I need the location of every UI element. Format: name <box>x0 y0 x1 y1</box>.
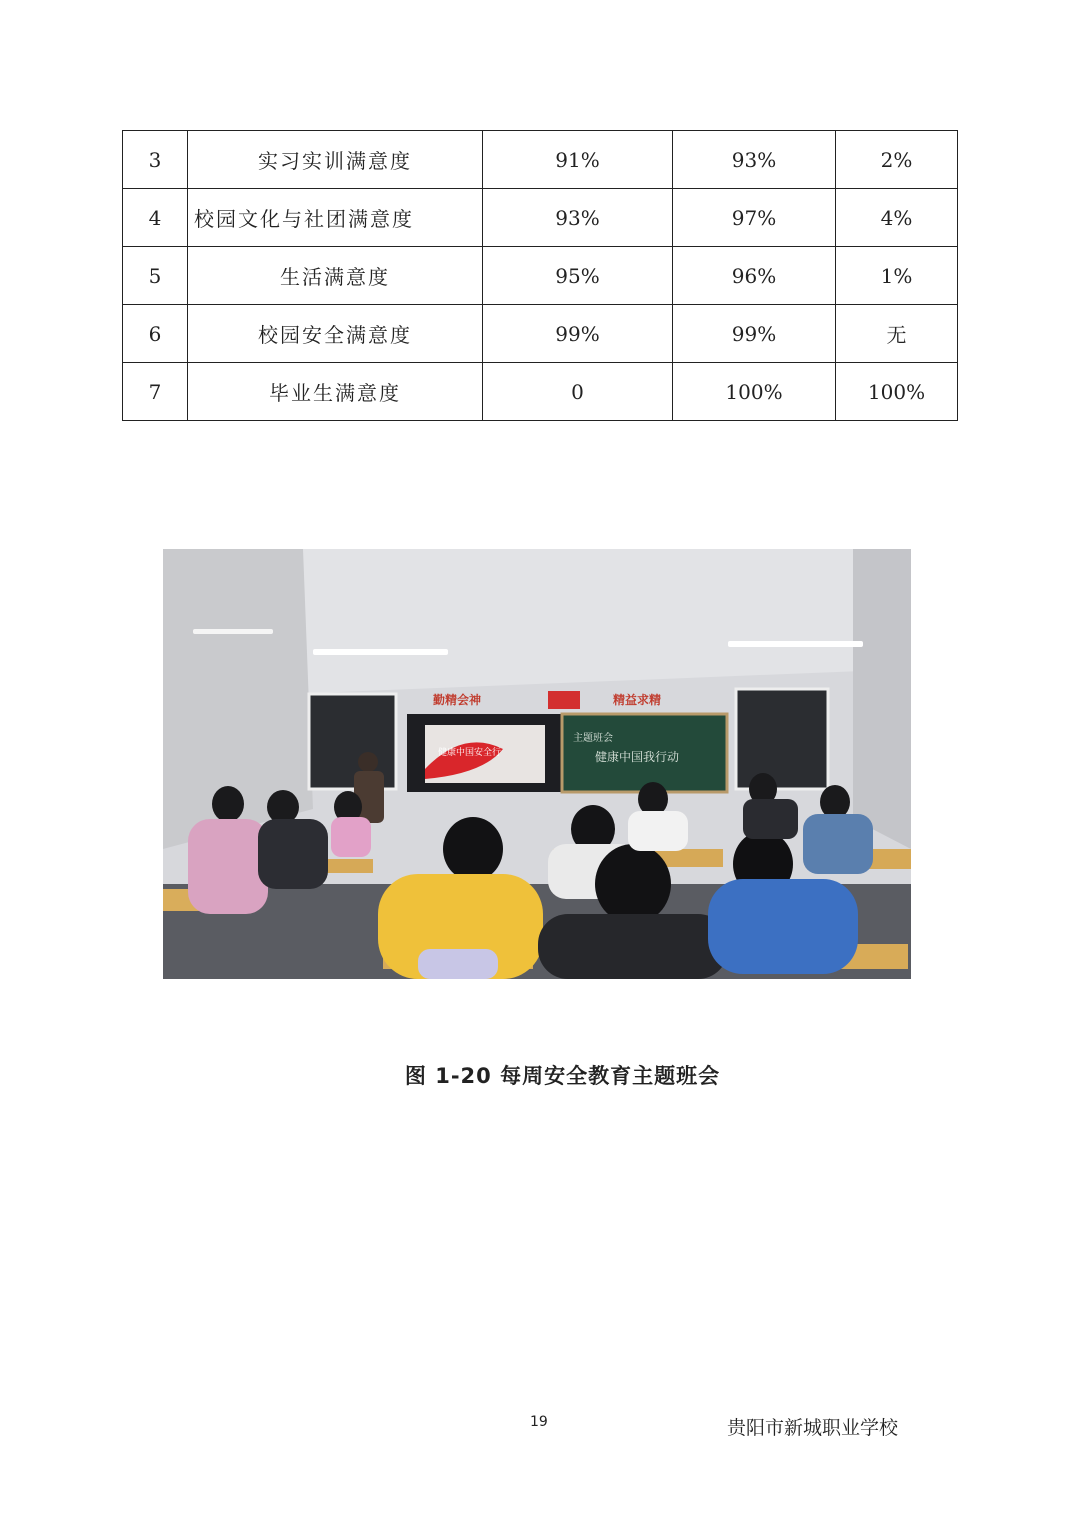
row-index: 5 <box>123 247 188 305</box>
board-text-1: 主题班会 <box>573 733 613 744</box>
row-value-1: 93% <box>483 189 673 247</box>
student-body <box>743 799 798 839</box>
table-row <box>123 305 958 363</box>
student-body <box>331 817 371 857</box>
classroom-photo <box>163 549 911 979</box>
row-change: 1% <box>836 247 958 305</box>
student-head <box>267 790 299 824</box>
student-jacket <box>418 949 498 979</box>
satisfaction-table <box>122 130 958 421</box>
student-body <box>538 914 728 979</box>
row-value-1: 91% <box>483 131 673 189</box>
student-body <box>803 814 873 874</box>
row-item-name: 实习实训满意度 <box>188 131 483 189</box>
student-head <box>212 786 244 822</box>
row-index: 3 <box>123 131 188 189</box>
student-head <box>595 844 671 924</box>
banner-left: 勤精会神 <box>433 693 482 707</box>
classroom-illustration <box>163 549 911 979</box>
table-row <box>123 247 958 305</box>
row-value-2: 100% <box>673 363 836 421</box>
teacher-head <box>358 752 378 772</box>
row-value-2: 97% <box>673 189 836 247</box>
row-value-2: 93% <box>673 131 836 189</box>
row-value-1: 0 <box>483 363 673 421</box>
row-index: 7 <box>123 363 188 421</box>
table-row <box>123 131 958 189</box>
banner-right: 精益求精 <box>613 693 662 707</box>
flag <box>548 691 580 709</box>
row-item-name: 校园安全满意度 <box>188 305 483 363</box>
ceiling-light <box>313 649 448 655</box>
student-pink-hoodie <box>188 819 268 914</box>
row-item-name: 毕业生满意度 <box>188 363 483 421</box>
window-right <box>736 689 828 789</box>
right-wall <box>853 549 911 849</box>
row-item-name: 校园文化与社团满意度 <box>188 189 483 247</box>
row-change: 4% <box>836 189 958 247</box>
row-change: 2% <box>836 131 958 189</box>
student-body <box>628 811 688 851</box>
student-head <box>820 785 850 819</box>
row-value-1: 95% <box>483 247 673 305</box>
row-index: 4 <box>123 189 188 247</box>
row-item-name: 生活满意度 <box>188 247 483 305</box>
ceiling-light <box>193 629 273 634</box>
page-number: 19 <box>530 1414 548 1430</box>
row-value-2: 99% <box>673 305 836 363</box>
ceiling-light <box>728 641 863 647</box>
school-name: 贵阳市新城职业学校 <box>727 1417 899 1439</box>
student-head <box>443 817 503 881</box>
row-value-1: 99% <box>483 305 673 363</box>
row-index: 6 <box>123 305 188 363</box>
board-text-2: 健康中国我行动 <box>595 750 680 764</box>
table-row <box>123 189 958 247</box>
figure-caption: 图 1-20 每周安全教育主题班会 <box>404 1064 721 1088</box>
student-body <box>258 819 328 889</box>
student-head <box>638 782 668 816</box>
row-value-2: 96% <box>673 247 836 305</box>
student-blue-jacket <box>708 879 858 974</box>
row-change: 100% <box>836 363 958 421</box>
row-change: 无 <box>836 305 958 363</box>
table-row <box>123 363 958 421</box>
screen-text: 健康中国安全行 <box>438 748 502 758</box>
